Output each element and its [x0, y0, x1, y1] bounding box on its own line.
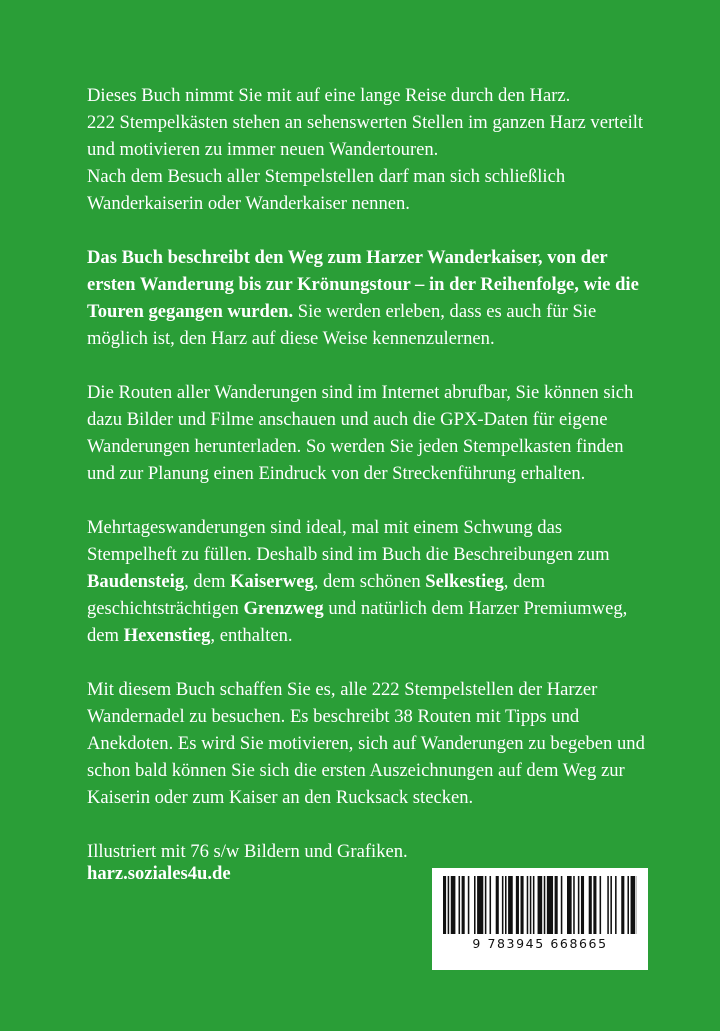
barcode-bar [530, 876, 532, 934]
website-link[interactable]: harz.soziales4u.de [87, 863, 231, 884]
barcode-bar [448, 876, 450, 934]
barcode-bar [443, 876, 446, 934]
barcode-bar [485, 876, 487, 934]
barcode-bar [578, 876, 580, 934]
paragraph [87, 676, 647, 811]
bold-text: Kaiserweg [230, 571, 314, 592]
paragraph [87, 244, 647, 352]
barcode-bar [615, 876, 617, 934]
barcode-bars [443, 876, 637, 934]
barcode-bar [508, 876, 513, 934]
barcode-bar [451, 876, 456, 934]
text-run: Illustriert mit 76 s/w Bildern und Grafiken. [87, 841, 408, 862]
barcode-bar [538, 876, 543, 934]
barcode-bar [544, 876, 546, 934]
text-run: , dem schönen [313, 571, 426, 592]
text-run: , dem [184, 571, 231, 592]
barcode-bar [459, 876, 461, 934]
barcode-bar [555, 876, 558, 934]
barcode-bar [593, 876, 596, 934]
barcode-bar [516, 876, 519, 934]
text-run: Nach dem Besuch aller Stempelstellen darf man sich schließlich Wanderkaiserin oder Wanderkaiser nennen. [87, 166, 566, 214]
text-run: und natürlich dem Harzer Premiumweg, dem [87, 598, 628, 646]
text-run: , dem geschichtsträchtigen [87, 571, 546, 619]
barcode-bar [547, 876, 553, 934]
barcode-bar [621, 876, 624, 934]
text-run: Mehrtageswanderungen sind ideal, mal mit einem Schwung das Stempelheft zu füllen. Deshalb sind im Buch die Beschreibungen zum [87, 517, 610, 565]
barcode-bar [610, 876, 612, 934]
barcode-bar [573, 876, 575, 934]
barcode-bar [533, 876, 535, 934]
barcode-bar [527, 876, 529, 934]
bold-text: Selkestieg [425, 571, 504, 592]
text-run: Mit diesem Buch schaffen Sie es, alle 222 Stempelstellen der Harzer Wandernadel zu besuchen. Es beschreibt 38 Routen mit Tipps und Anekdoten. Es wird Sie motivieren, sich auf Wanderungen zu begeben und schon bald können Sie sich die ersten Auszeichnungen auf dem Weg zur Kaiserin oder zum Kaiser an den Rucksack stecken. [87, 679, 645, 808]
text-run: 222 Stempelkästen stehen an sehenswerten Stellen im ganzen Harz verteilt und motivieren zu immer neuen Wandertouren. [87, 112, 644, 160]
barcode-bar [589, 876, 592, 934]
paragraph [87, 82, 647, 217]
barcode-bar [477, 876, 483, 934]
barcode-bar [468, 876, 470, 934]
barcode-bar [505, 876, 507, 934]
bold-text: Das Buch beschreibt den Weg zum Harzer Wanderkaiser, von der ersten Wanderung bis zur Krönungstour – in der Reihenfolge, wie die Touren gegangen wurden. [87, 247, 639, 322]
text-run: Die Routen aller Wanderungen sind im Internet abrufbar, Sie können sich dazu Bilder und Filme anschauen und auch die GPX-Daten für eigene Wanderungen herunterladen. So werden Sie jeden Stempelkasten finden und zur Planung einen Eindruck von der Streckenführung erhalten. [87, 382, 634, 484]
bold-text: Baudensteig [87, 571, 185, 592]
barcode-bar [600, 876, 602, 934]
barcode-bar [607, 876, 609, 934]
isbn-barcode [432, 868, 648, 970]
barcode-bar [521, 876, 524, 934]
bold-text: Hexenstieg [123, 625, 211, 646]
barcode-bar [631, 876, 636, 934]
barcode-bar [581, 876, 584, 934]
barcode-bar [496, 876, 499, 934]
barcode-bar [567, 876, 572, 934]
paragraph [87, 514, 647, 649]
text-run: Dieses Buch nimmt Sie mit auf eine lange Reise durch den Harz. [87, 85, 571, 106]
barcode-bar [627, 876, 629, 934]
bold-text: Grenzweg [243, 598, 324, 619]
barcode-bar [474, 876, 476, 934]
barcode-bar [490, 876, 492, 934]
blurb-text [87, 82, 647, 892]
barcode-bar [502, 876, 504, 934]
barcode-digits: 9 783945 668665 [472, 936, 608, 951]
barcode-bar [462, 876, 465, 934]
barcode-bar [561, 876, 563, 934]
text-run: Sie werden erleben, dass es auch für Sie möglich ist, den Harz auf diese Weise kennenzulernen. [87, 301, 597, 349]
text-run: , enthalten. [210, 625, 293, 646]
paragraph [87, 379, 647, 487]
